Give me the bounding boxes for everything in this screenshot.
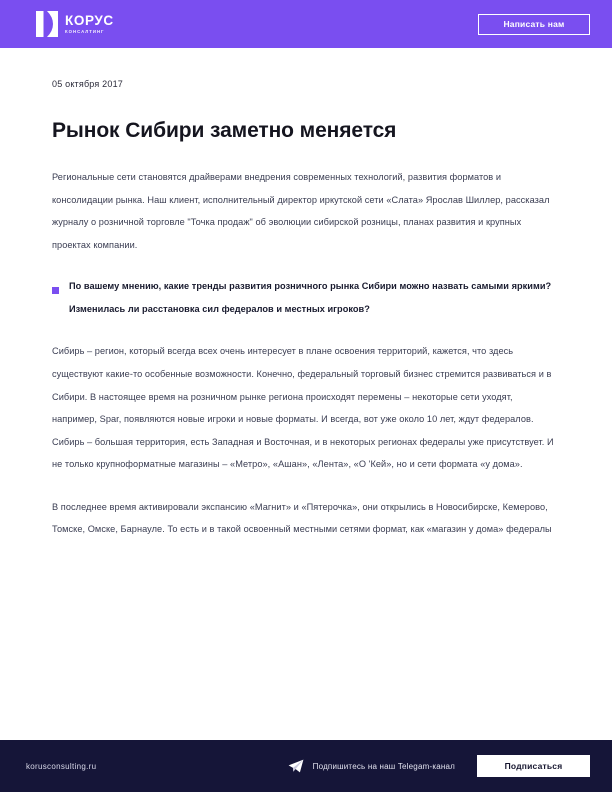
- interview-question: [52, 275, 560, 320]
- logo-title: КОРУС: [65, 12, 114, 28]
- telegram-label: Подпишитесь на наш Telegam-канал: [312, 761, 455, 771]
- site-header: [0, 0, 612, 48]
- site-footer: [0, 740, 612, 792]
- logo[interactable]: [36, 11, 114, 37]
- korus-logo-mark-icon: [36, 11, 58, 37]
- page-title: Рынок Сибири заметно меняется: [52, 119, 397, 142]
- article-answer-paragraph-1: Сибирь – регион, который всегда всех очень интересует в плане освоения территорий, кажется, что здесь существуют какие-то особенные возможности. Конечно, федеральный торговый бизнес стремится развиваться и в Сибири. В настоящее время на розничном рынке региона происходят перемены – некоторые сети уходят, например, Spar, появляются новые игроки и новые форматы. И всегда, вот уже около 10 лет, ждут федералов. Сибирь – большая территория, есть Западная и Восточная, и в некоторых регионах федералы уже присутствует. И не только крупноформатные магазины – «Метро», «Ашан», «Лента», «О 'Кей», но и сети формата «у дома».: [52, 346, 554, 470]
- article-answer-paragraph-2: В последнее время активировали экспансию «Магнит» и «Пятерочка», они открылись в Новосибирске, Кемерово, Томске, Омске, Барнауле. То есть и в такой освоенный местными сетями формат, как «магазин у дома» федералы: [52, 501, 552, 535]
- logo-subtitle: КОНСАЛТИНГ: [65, 28, 105, 34]
- article-intro-paragraph: Региональные сети становятся драйверами внедрения современных технологий, развития форматов и консолидации рынка. Наш клиент, исполнительный директор иркутской сети «Слата» Ярослав Шиллер, рассказал журналу о розничной торговле "Точка продаж" об эволюции сибирской розницы, планах развития и крупных проектах компании.: [52, 172, 550, 250]
- subscribe-button[interactable]: Подписаться: [477, 755, 590, 777]
- contact-us-button[interactable]: Написать нам: [478, 14, 590, 35]
- logo-text: [65, 14, 114, 34]
- telegram-icon: [288, 759, 304, 773]
- telegram-promo: [288, 759, 455, 773]
- footer-site-link[interactable]: korusconsulting.ru: [26, 761, 97, 771]
- interview-question-text: По вашему мнению, какие тренды развития розничного рынка Сибири можно назвать самыми яркими? Изменилась ли расстановка сил федералов и местных игроков?: [69, 281, 552, 314]
- article-content: [0, 79, 612, 541]
- bullet-marker-icon: [52, 287, 59, 294]
- article-date: 05 октября 2017: [52, 79, 124, 89]
